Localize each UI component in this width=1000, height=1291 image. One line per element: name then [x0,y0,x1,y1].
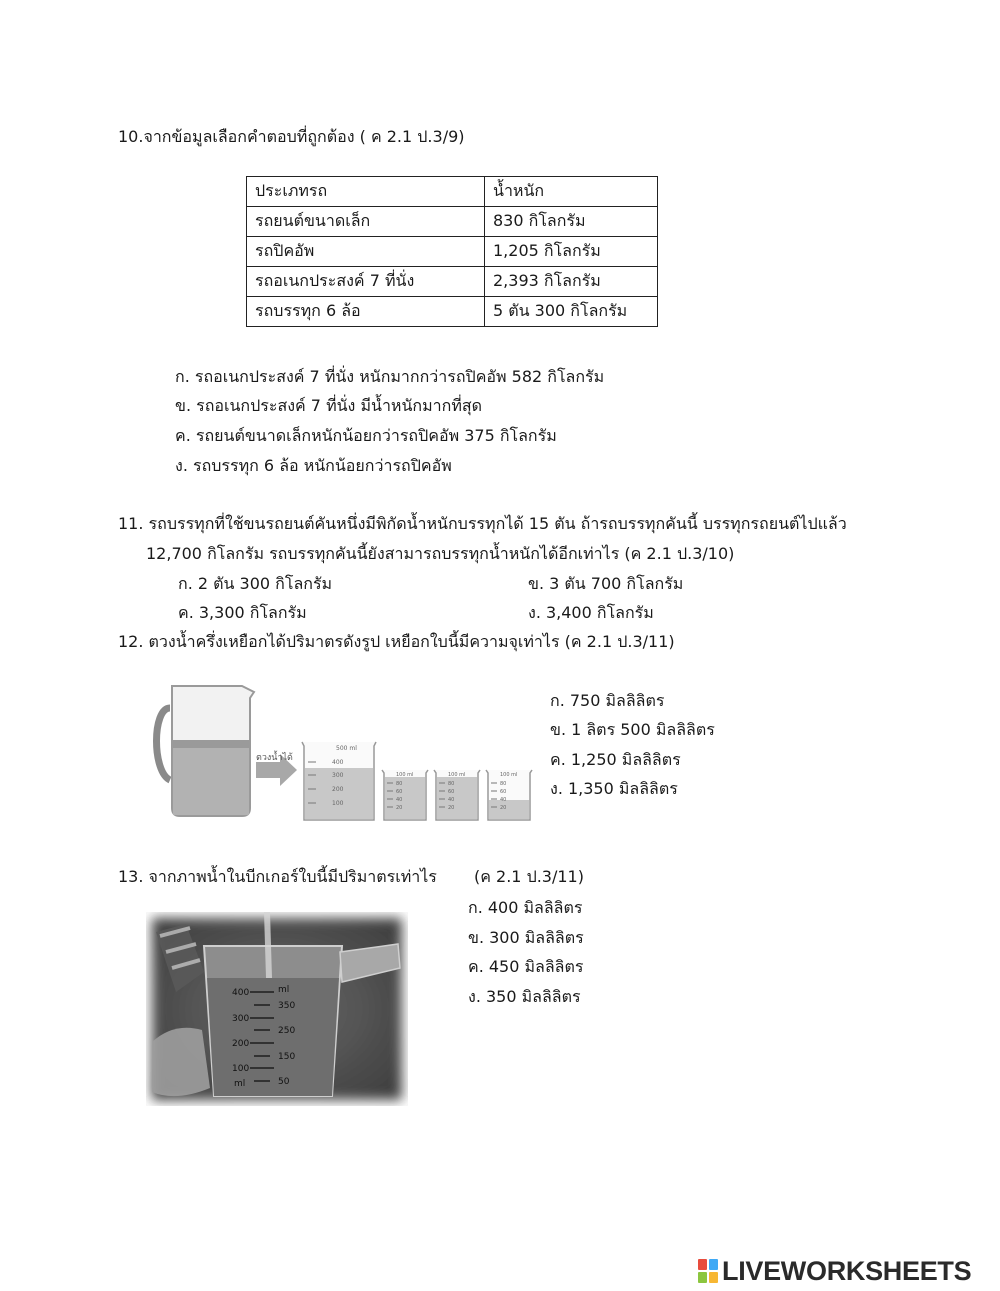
q10-option-a: ก. รถอเนกประสงค์ 7 ที่นั่ง หนักมากกว่ารถปิคอัพ 582 กิโลกรัม [175,367,605,386]
measuring-cup-photo [146,912,408,1106]
logo-blocks-icon [698,1259,718,1283]
table-row [247,177,658,207]
tick-label: 40 [396,797,403,803]
vehicle-weight-table [246,176,658,327]
q13-reference: (ค 2.1 ป.3/11) [474,867,584,886]
cup-tick-label: 350 [278,1001,296,1011]
table-cell: 1,205 กิโลกรัม [485,237,658,267]
q11-option-a: ก. 2 ตัน 300 กิโลกรัม [178,574,333,593]
tick-label: 100 ml [500,772,518,778]
q10-option-c: ค. รถยนต์ขนาดเล็กหนักน้อยกว่ารถปิคอัพ 375 กิโลกรัม [175,426,557,445]
pitcher-illustration [157,686,255,816]
table-cell: รถปิคอัพ [247,237,485,267]
cup-tick-label: 400 [232,988,250,998]
arrow-label: ตวงน้ำได้ [256,753,293,763]
tick-label: 100 [332,800,344,807]
tick-label: 20 [500,805,507,811]
tick-label: 20 [396,805,403,811]
tick-label: 20 [448,805,455,811]
q13-option-b: ข. 300 มิลลิลิตร [468,928,584,947]
tick-label: 40 [448,797,455,803]
tick-label: 80 [448,781,455,787]
beaker-100ml [486,770,532,820]
jug-and-beakers-figure [150,680,540,822]
cup-tick-label: 150 [278,1052,296,1062]
cup-tick-label: 200 [232,1039,250,1049]
cup-tick-label: ml [234,1079,246,1089]
table-cell: 2,393 กิโลกรัม [485,267,658,297]
logo-block [709,1272,718,1283]
table-header-cell: น้ำหนัก [485,177,658,207]
q13-title: 13. จากภาพน้ำในบีกเกอร์ใบนี้มีปริมาตรเท่าไร [118,867,437,886]
table-cell: 830 กิโลกรัม [485,207,658,237]
tick-label: 80 [500,781,507,787]
q12-title: 12. ตวงน้ำครึ่งเหยือกได้ปริมาตรดังรูป เหยือกใบนี้มีความจุเท่าไร (ค 2.1 ป.3/11) [118,632,675,651]
q11-text-line1: 11. รถบรรทุกที่ใช้ขนรถยนต์คันหนึ่งมีพิกัดน้ำหนักบรรทุกได้ 15 ตัน ถ้ารถบรรทุกคันนี้ บรรทุกรถยนต์ไปแล้ว [118,514,847,533]
tick-label: 60 [500,789,507,795]
table-cell: รถอเนกประสงค์ 7 ที่นั่ง [247,267,485,297]
q12-option-d: ง. 1,350 มิลลิลิตร [550,779,678,798]
tick-label: 60 [448,789,455,795]
table-row [247,297,658,327]
tick-label: 100 ml [448,772,466,778]
table-row [247,207,658,237]
logo-text: LIVEWORKSHEETS [722,1255,972,1286]
q10-option-b: ข. รถอเนกประสงค์ 7 ที่นั่ง มีน้ำหนักมากที่สุด [175,396,483,415]
q11-option-b: ข. 3 ตัน 700 กิโลกรัม [528,574,684,593]
tick-label: 400 [332,759,344,766]
q12-option-a: ก. 750 มิลลิลิตร [550,691,665,710]
table-row [247,267,658,297]
tick-label: 300 [332,772,344,779]
hand-illustration [152,1028,210,1096]
q11-option-c: ค. 3,300 กิโลกรัม [178,603,307,622]
beaker-500ml [302,742,376,820]
logo-block [698,1272,707,1283]
table-row [247,237,658,267]
cup-tick-label: 250 [278,1026,296,1036]
cup-tick-label: 100 [232,1064,250,1074]
q11-option-d: ง. 3,400 กิโลกรัม [528,603,654,622]
q13-option-c: ค. 450 มิลลิลิตร [468,957,584,976]
table-cell: รถยนต์ขนาดเล็ก [247,207,485,237]
q12-option-c: ค. 1,250 มิลลิลิตร [550,750,681,769]
table-header-cell: ประเภทรถ [247,177,485,207]
beaker-100ml [434,770,480,820]
q12-option-b: ข. 1 ลิตร 500 มิลลิลิตร [550,720,715,739]
cup-tick-label: ml [278,985,290,995]
tick-label: 80 [396,781,403,787]
table-cell: รถบรรทุก 6 ล้อ [247,297,485,327]
q10-title: 10.จากข้อมูลเลือกคำตอบที่ถูกต้อง ( ค 2.1 ป.3/9) [118,127,465,146]
q10-option-d: ง. รถบรรทุก 6 ล้อ หนักน้อยกว่ารถปิคอัพ [175,456,452,475]
liveworksheets-logo [698,1255,972,1286]
tick-label: 100 ml [396,772,414,778]
logo-block [709,1259,718,1270]
cup-tick-label: 300 [232,1014,250,1024]
tick-label: 200 [332,786,344,793]
cup-tick-label: 50 [278,1077,290,1087]
q13-option-d: ง. 350 มิลลิลิตร [468,987,581,1006]
tick-label: 500 ml [336,745,357,752]
beaker-100ml [382,770,428,820]
tick-label: 60 [396,789,403,795]
tick-label: 40 [500,797,507,803]
q11-text-line2: 12,700 กิโลกรัม รถบรรทุกคันนี้ยังสามารถบรรทุกน้ำหนักได้อีกเท่าไร (ค 2.1 ป.3/10) [146,544,735,563]
logo-block [698,1259,707,1270]
q13-option-a: ก. 400 มิลลิลิตร [468,898,583,917]
table-cell: 5 ตัน 300 กิโลกรัม [485,297,658,327]
